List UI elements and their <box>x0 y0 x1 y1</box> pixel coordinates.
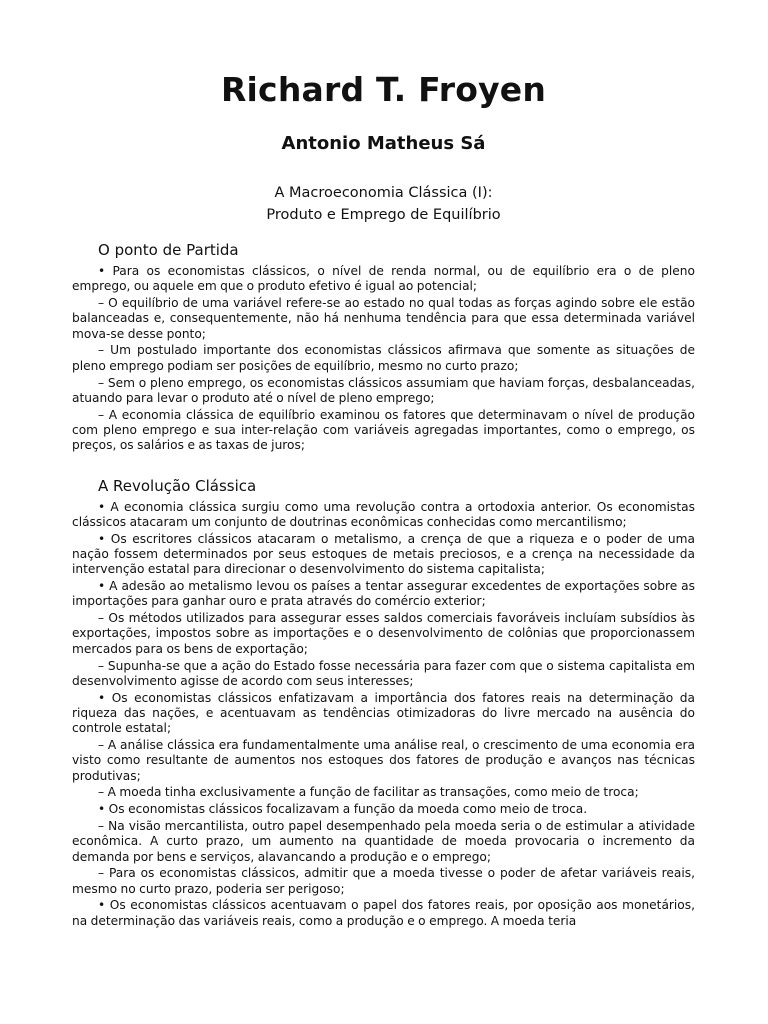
paragraph: – A análise clássica era fundamentalmente uma análise real, o crescimento de uma economia era visto como resultante de aumentos nos estoques dos fatores de produção e avanços nas técnicas produtivas; <box>72 738 695 783</box>
paragraph: • Os economistas clássicos acentuavam o papel dos fatores reais, por oposição aos monetários, na determinação das variáveis reais, como a produção e o emprego. A moeda teria <box>72 898 695 928</box>
section-heading: A Revolução Clássica <box>98 476 257 495</box>
paragraph: – Sem o pleno emprego, os economistas clássicos assumiam que haviam forças, desbalanceadas, atuando para levar o produto até o nível de pleno emprego; <box>72 375 695 405</box>
paragraph: • Os escritores clássicos atacaram o metalismo, a crença de que a riqueza e o poder de uma nação fossem determinados por seus estoques de metais preciosos, e a crença na necessidade da intervenção estatal para direcionar o desenvolvimento do sistema capitalista; <box>72 531 695 577</box>
chapter-title <box>72 182 695 226</box>
paragraph: – O equilíbrio de uma variável refere-se ao estado no qual todas as forças agindo sobre ele estão balanceadas e, consequentemente, não há nenhuma tendência para que essa determinada variável mova-se desse ponto; <box>72 296 695 341</box>
section-revolucao-classica <box>72 476 695 930</box>
chapter-title-line-2: Produto e Emprego de Equilíbrio <box>266 207 501 223</box>
chapter-title-line-1: A Macroeconomia Clássica (I): <box>274 185 493 201</box>
paragraph: • A adesão ao metalismo levou os países a tentar assegurar excedentes de exportações sobre as importações para ganhar ouro e prata através do comércio exterior; <box>72 579 695 609</box>
paragraph: – A economia clássica de equilíbrio examinou os fatores que determinavam o nível de produção com pleno emprego e sua inter-relação com variáveis agregadas importantes, como o emprego, os preços, os salários e as taxas de juros; <box>72 407 695 453</box>
paragraph: • Os economistas clássicos enfatizavam a importância dos fatores reais na determinação da riqueza das nações, e acentuavam as tendências otimizadoras do livre mercado na ausência do controle estatal; <box>72 690 695 736</box>
paragraph: – Na visão mercantilista, outro papel desempenhado pela moeda seria o de estimular a atividade econômica. A curto prazo, um aumento na quantidade de moeda provocaria o incremento da demanda por bens e serviços, alavancando a produção e o emprego; <box>72 819 695 864</box>
section-heading: O ponto de Partida <box>98 241 239 259</box>
paragraph: • Os economistas clássicos focalizavam a função da moeda como meio de troca. <box>98 802 588 817</box>
paragraph: • Para os economistas clássicos, o nível de renda normal, ou de equilíbrio era o de pleno emprego, ou aquele em que o produto efetivo é igual ao potencial; <box>72 264 695 294</box>
paragraph: • A economia clássica surgiu como uma revolução contra a ortodoxia anterior. Os economistas clássicos atacaram um conjunto de doutrinas econômicas conhecidas como mercantilismo; <box>72 499 695 529</box>
paragraph: – Um postulado importante dos economistas clássicos afirmava que somente as situações de pleno emprego podiam ser posições de equilíbrio, mesmo no curto prazo; <box>72 343 695 373</box>
document-title: Richard T. Froyen <box>220 70 547 109</box>
author-name: Antonio Matheus Sá <box>281 133 486 154</box>
section-ponto-de-partida <box>72 240 695 454</box>
document-page <box>72 0 695 931</box>
paragraph: – Supunha-se que a ação do Estado fosse necessária para fazer com que o sistema capitalista em desenvolvimento agisse de acordo com seus interesses; <box>72 658 695 688</box>
paragraph: – A moeda tinha exclusivamente a função de facilitar as transações, como meio de troca; <box>98 785 639 800</box>
paragraph: – Os métodos utilizados para assegurar esses saldos comerciais favoráveis incluíam subsídios às exportações, impostos sobre as importações e o desenvolvimento de colônias que proporcionassem mercados para os bens de exportação; <box>72 611 695 656</box>
paragraph: – Para os economistas clássicos, admitir que a moeda tivesse o poder de afetar variáveis reais, mesmo no curto prazo, poderia ser perigoso; <box>72 866 695 896</box>
